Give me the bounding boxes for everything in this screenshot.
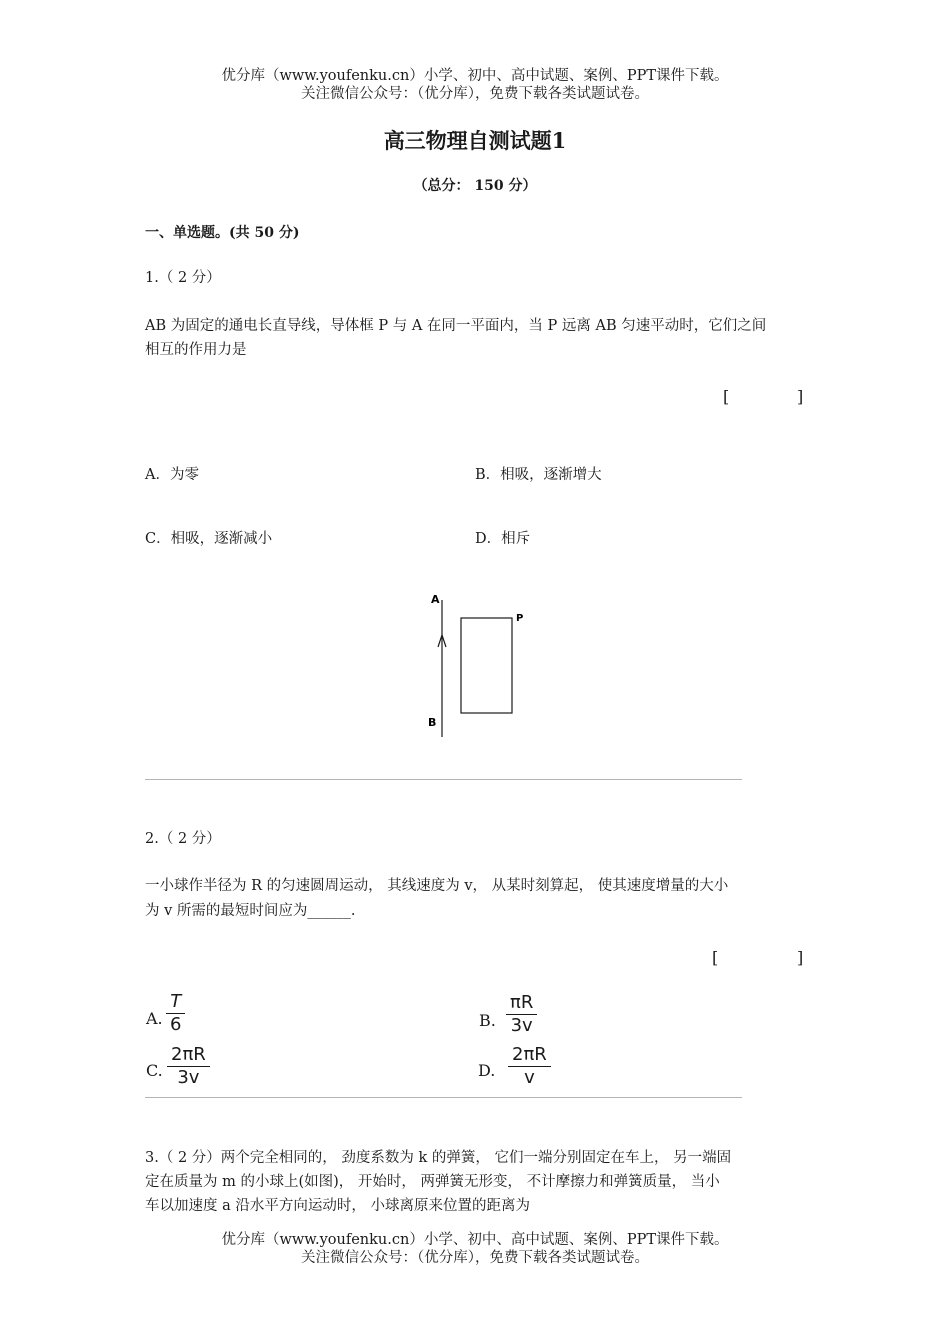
q2-stem-line-2: 为 v 所需的最短时间应为______.	[145, 903, 356, 919]
q2-option-b-denominator: 3v	[510, 1015, 533, 1036]
footer-line-2: 关注微信公众号：（优分库），免费下载各类试题试卷。	[301, 1250, 649, 1266]
section-heading-single-choice: 一、单选题。(共 50 分)	[145, 225, 300, 241]
q2-option-b-fraction[interactable]	[506, 993, 537, 1036]
q1-option-c[interactable]: C．相吸，逐渐减小	[145, 531, 273, 547]
q2-option-b-label[interactable]: B.	[479, 1011, 496, 1030]
label-b: B	[428, 716, 437, 729]
q2-stem-line-1: 一小球作半径为 R 的匀速圆周运动， 其线速度为 v， 从某时刻算起， 使其速度增量的大小	[145, 878, 729, 894]
q2-option-d-numerator: 2πR	[512, 1044, 547, 1065]
q1-number: 1.（ 2 分）	[145, 270, 221, 286]
q3-stem-line-2: 定在质量为 m 的小球上(如图)， 开始时， 两弹簧无形变， 不计摩擦力和弹簧质量， 当小	[145, 1174, 720, 1190]
q2-option-c-denominator: 3v	[177, 1067, 200, 1088]
q1-figure-wire-and-frame	[420, 585, 540, 745]
q1-answer-bracket-open: [	[723, 387, 730, 406]
frame-p	[461, 618, 512, 713]
total-score: （总分： 150 分）	[413, 178, 537, 194]
q3-stem-line-3: 车以加速度 a 沿水平方向运动时， 小球离原来位置的距离为	[145, 1198, 530, 1214]
header-line-1: 优分库（www.youfenku.cn）小学、初中、高中试题、案例、PPT课件下载。	[221, 68, 729, 84]
q1-answer-bracket-close: ]	[797, 387, 804, 406]
label-p: P	[516, 613, 524, 624]
q2-option-a-fraction[interactable]	[166, 992, 185, 1035]
page-title: 高三物理自测试题1	[383, 128, 567, 153]
q1-stem-line-2: 相互的作用力是	[145, 342, 247, 358]
q2-option-c-fraction[interactable]	[167, 1045, 210, 1088]
divider-1	[145, 779, 742, 780]
q2-answer-bracket-close: ]	[797, 948, 804, 967]
q1-option-a[interactable]: A．为零	[145, 467, 199, 483]
q2-option-d-fraction[interactable]	[508, 1045, 551, 1088]
q3-stem-line-1: 3.（ 2 分）两个完全相同的， 劲度系数为 k 的弹簧， 它们一端分别固定在车上， 另一端固	[145, 1150, 732, 1166]
q2-option-a-denominator: 6	[170, 1014, 182, 1035]
header-line-2: 关注微信公众号：（优分库），免费下载各类试题试卷。	[301, 86, 649, 102]
label-a: A	[431, 593, 440, 606]
footer-line-1: 优分库（www.youfenku.cn）小学、初中、高中试题、案例、PPT课件下载。	[221, 1232, 729, 1248]
q2-option-d-label[interactable]: D.	[478, 1061, 496, 1080]
q2-option-c-label[interactable]: C.	[146, 1061, 163, 1080]
divider-2	[145, 1097, 742, 1098]
q2-answer-bracket-open: [	[712, 948, 719, 967]
q1-stem-line-1: AB 为固定的通电长直导线，导体框 P 与 A 在同一平面内，当 P 远离 AB 匀速平动时，它们之间	[145, 318, 767, 334]
q1-option-d[interactable]: D．相斥	[475, 531, 531, 547]
q2-option-d-denominator: v	[524, 1067, 535, 1088]
q2-option-b-numerator: πR	[510, 992, 534, 1013]
q2-number: 2.（ 2 分）	[145, 831, 221, 847]
q2-option-c-numerator: 2πR	[171, 1044, 206, 1065]
q2-option-a-label[interactable]: A.	[146, 1009, 163, 1028]
q2-option-a-numerator: T	[170, 991, 182, 1012]
q1-option-b[interactable]: B．相吸，逐渐增大	[475, 467, 602, 483]
